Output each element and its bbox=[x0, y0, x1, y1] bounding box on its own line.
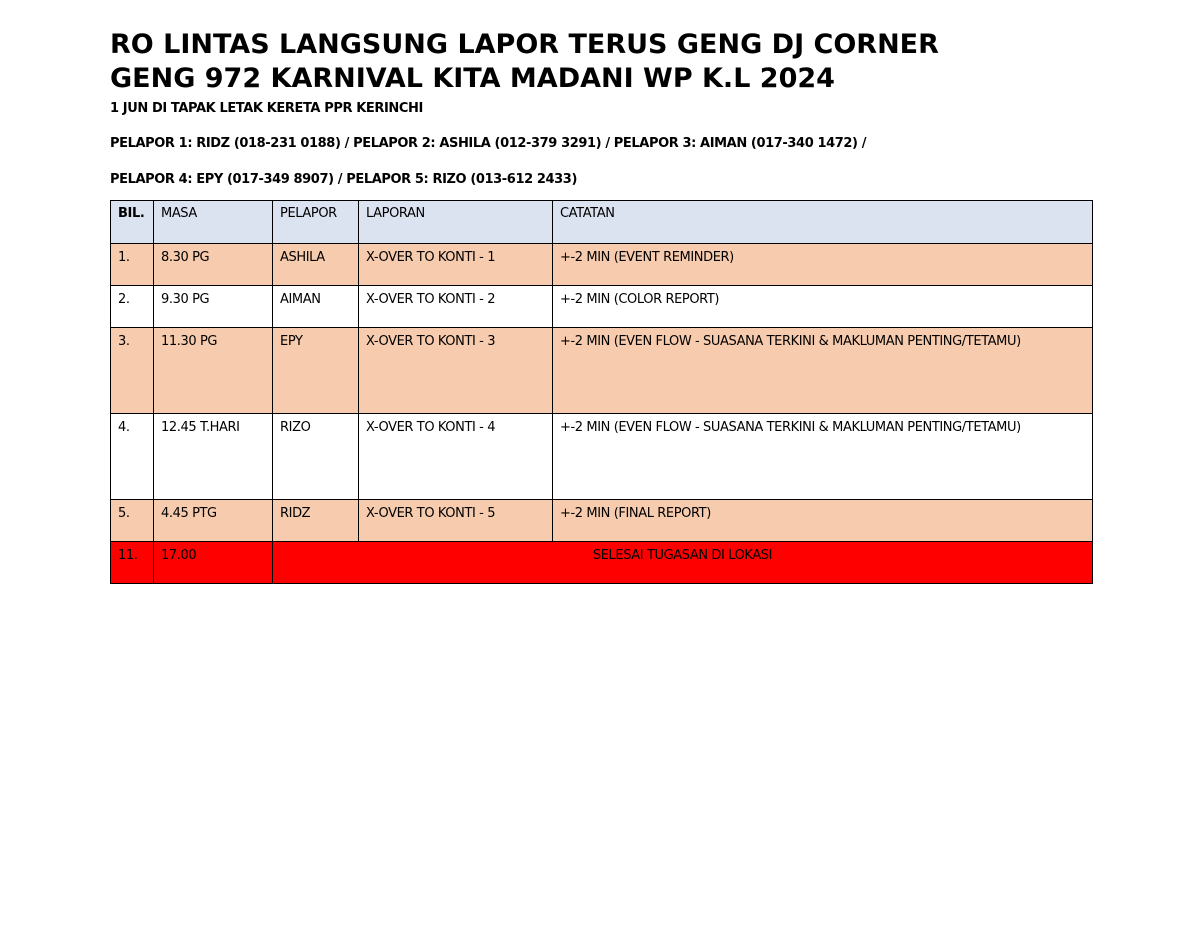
cell-masa: 4.45 PTG bbox=[154, 500, 273, 542]
cell-bil: 5. bbox=[111, 500, 154, 542]
cell-laporan: X-OVER TO KONTI - 1 bbox=[359, 244, 553, 286]
cell-catatan: +-2 MIN (EVEN FLOW - SUASANA TERKINI & MAKLUMAN PENTING/TETAMU) bbox=[553, 414, 1093, 500]
cell-pelapor: AIMAN bbox=[273, 286, 359, 328]
cell-masa: 17.00 bbox=[154, 542, 273, 584]
page-title-line-2: GENG 972 KARNIVAL KITA MADANI WP K.L 2024 bbox=[110, 63, 835, 94]
cell-bil: 4. bbox=[111, 414, 154, 500]
cell-catatan: +-2 MIN (FINAL REPORT) bbox=[553, 500, 1093, 542]
header-pelapor: PELAPOR bbox=[273, 201, 359, 244]
cell-bil: 2. bbox=[111, 286, 154, 328]
final-row bbox=[111, 542, 1093, 584]
schedule-table bbox=[110, 200, 1093, 584]
cell-laporan: X-OVER TO KONTI - 3 bbox=[359, 328, 553, 414]
cell-laporan: X-OVER TO KONTI - 2 bbox=[359, 286, 553, 328]
reporters-line-2: PELAPOR 4: EPY (017-349 8907) / PELAPOR 5: RIZO (013-612 2433) bbox=[110, 172, 577, 187]
cell-catatan: +-2 MIN (COLOR REPORT) bbox=[553, 286, 1093, 328]
header-bil: BIL. bbox=[111, 201, 154, 244]
cell-bil: 3. bbox=[111, 328, 154, 414]
reporters-line-1: PELAPOR 1: RIDZ (018-231 0188) / PELAPOR 2: ASHILA (012-379 3291) / PELAPOR 3: AIMAN (017-340 1472) / bbox=[110, 136, 867, 151]
table-row bbox=[111, 414, 1093, 500]
cell-bil: 11. bbox=[111, 542, 154, 584]
page-subtitle: 1 JUN DI TAPAK LETAK KERETA PPR KERINCHI bbox=[110, 101, 423, 116]
cell-laporan: X-OVER TO KONTI - 4 bbox=[359, 414, 553, 500]
page-title-line-1: RO LINTAS LANGSUNG LAPOR TERUS GENG DJ CORNER bbox=[110, 29, 939, 60]
cell-pelapor: RIZO bbox=[273, 414, 359, 500]
table-row bbox=[111, 328, 1093, 414]
cell-masa: 12.45 T.HARI bbox=[154, 414, 273, 500]
cell-laporan: X-OVER TO KONTI - 5 bbox=[359, 500, 553, 542]
cell-catatan: +-2 MIN (EVEN FLOW - SUASANA TERKINI & MAKLUMAN PENTING/TETAMU) bbox=[553, 328, 1093, 414]
cell-catatan: +-2 MIN (EVENT REMINDER) bbox=[553, 244, 1093, 286]
cell-bil: 1. bbox=[111, 244, 154, 286]
header-laporan: LAPORAN bbox=[359, 201, 553, 244]
cell-pelapor: ASHILA bbox=[273, 244, 359, 286]
cell-masa: 9.30 PG bbox=[154, 286, 273, 328]
cell-pelapor: EPY bbox=[273, 328, 359, 414]
cell-masa: 11.30 PG bbox=[154, 328, 273, 414]
header-catatan: CATATAN bbox=[553, 201, 1093, 244]
cell-final-status: SELESAI TUGASAN DI LOKASI bbox=[273, 542, 1093, 584]
header-masa: MASA bbox=[154, 201, 273, 244]
document-header bbox=[110, 28, 1092, 189]
cell-pelapor: RIDZ bbox=[273, 500, 359, 542]
cell-masa: 8.30 PG bbox=[154, 244, 273, 286]
